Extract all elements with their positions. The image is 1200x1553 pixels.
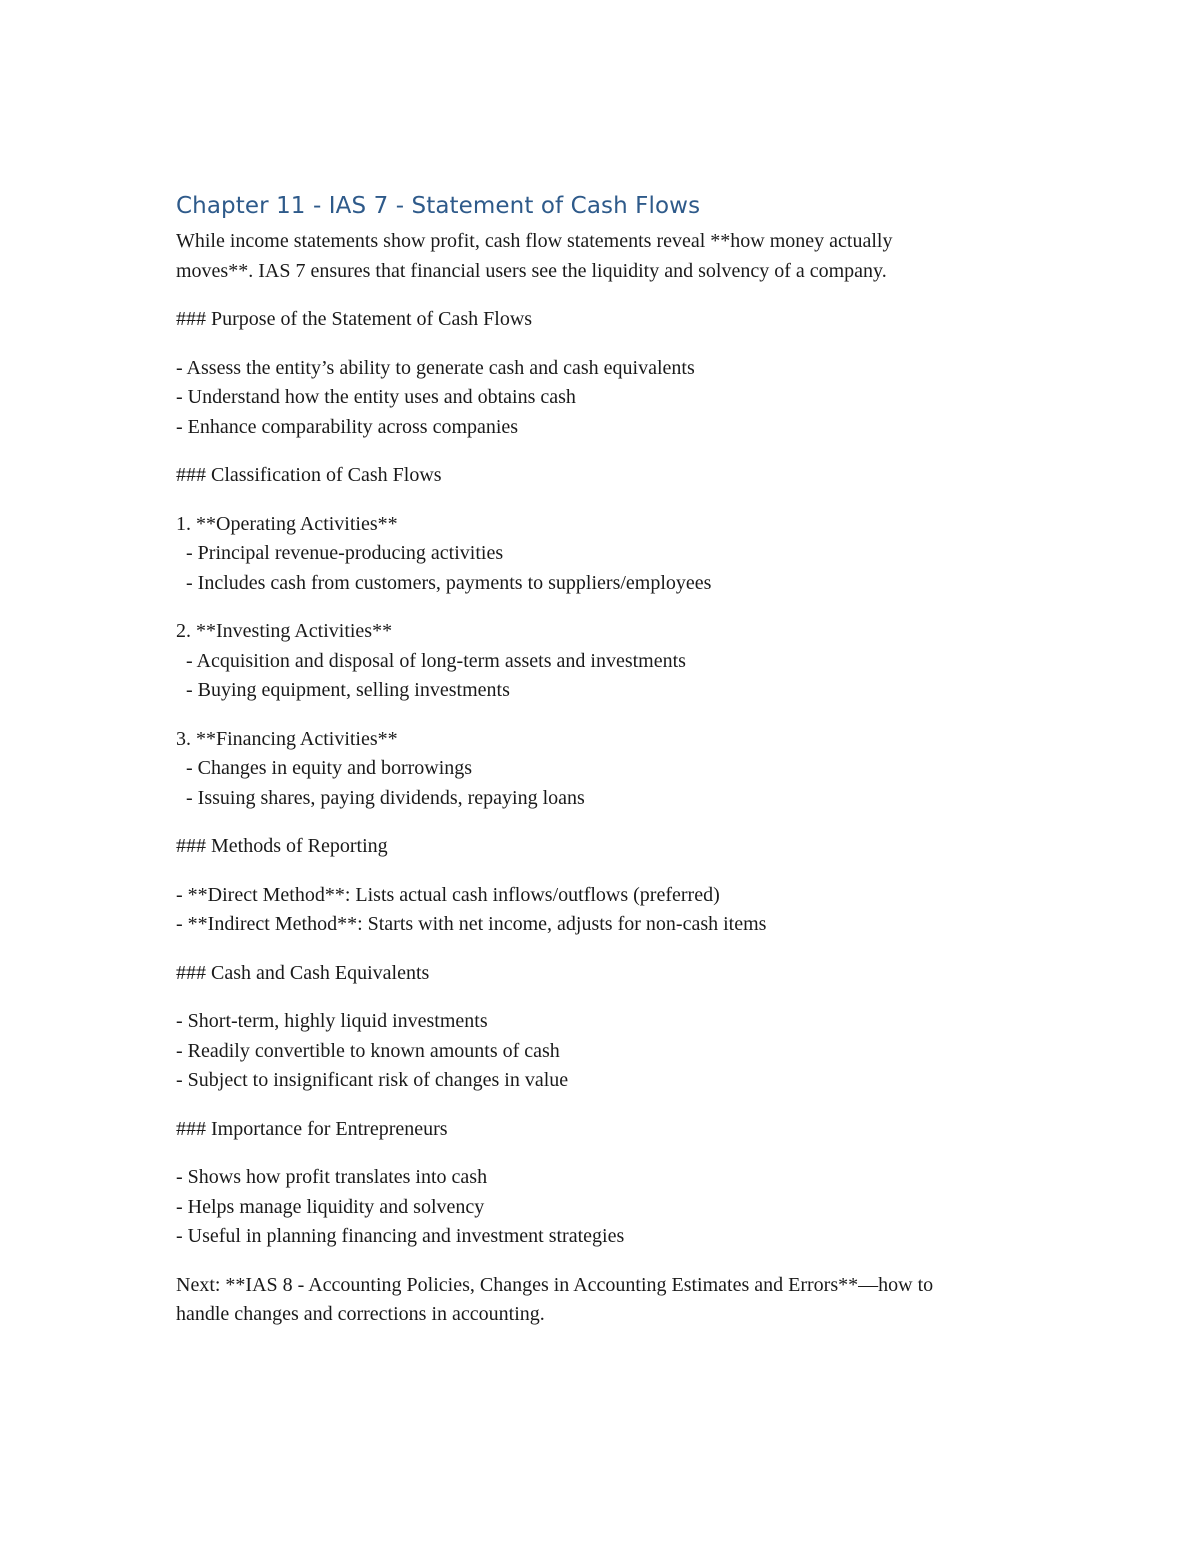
list-item: - Changes in equity and borrowings: [186, 757, 473, 779]
list-item: - Assess the entity’s ability to generate cash and cash equivalents: [176, 356, 695, 379]
section-heading: ### Methods of Reporting: [176, 835, 388, 857]
list-item: - Shows how profit translates into cash: [176, 1166, 488, 1188]
section-heading: ### Classification of Cash Flows: [176, 464, 442, 486]
list-item: - Understand how the entity uses and obtains cash: [176, 386, 576, 408]
intro-line: While income statements show profit, cash flow statements reveal **how money actually: [176, 230, 893, 252]
list-item: - Short-term, highly liquid investments: [176, 1010, 488, 1032]
section-heading: ### Cash and Cash Equivalents: [176, 961, 430, 984]
purpose-list: [176, 354, 1036, 443]
document-body: [176, 190, 1036, 1349]
list-item: - Enhance comparability across companies: [176, 415, 519, 438]
list-item-title: 3. **Financing Activities**: [176, 727, 398, 750]
list-item: - Issuing shares, paying dividends, repaying loans: [186, 786, 585, 809]
operating-activities-list: [176, 510, 1036, 599]
section-heading: ### Purpose of the Statement of Cash Flows: [176, 308, 533, 330]
next-line: handle changes and corrections in accounting.: [176, 1303, 545, 1325]
list-item: - **Direct Method**: Lists actual cash inflows/outflows (preferred): [176, 883, 720, 906]
investing-activities-list: [176, 617, 1036, 706]
classification-heading-block: [176, 461, 1036, 491]
list-item: - Subject to insignificant risk of changes in value: [176, 1069, 569, 1091]
cash-heading-block: [176, 959, 1036, 989]
cash-list: [176, 1007, 1036, 1096]
financing-activities-list: [176, 725, 1036, 814]
list-item: - Buying equipment, selling investments: [186, 679, 510, 701]
list-item: - Readily convertible to known amounts of cash: [176, 1039, 560, 1062]
section-heading: ### Importance for Entrepreneurs: [176, 1117, 448, 1140]
list-item: - Helps manage liquidity and solvency: [176, 1195, 485, 1218]
list-item: - Principal revenue-producing activities: [186, 542, 504, 564]
list-item: - **Indirect Method**: Starts with net income, adjusts for non-cash items: [176, 913, 767, 935]
list-item: - Useful in planning financing and investment strategies: [176, 1225, 625, 1247]
intro-line: moves**. IAS 7 ensures that financial users see the liquidity and solvency of a company.: [176, 259, 887, 282]
page-title: Chapter 11 - IAS 7 - Statement of Cash Flows: [176, 193, 701, 219]
importance-list: [176, 1163, 1036, 1252]
next-line: Next: **IAS 8 - Accounting Policies, Changes in Accounting Estimates and Errors**—how to: [176, 1273, 934, 1296]
methods-heading-block: [176, 832, 1036, 862]
importance-heading-block: [176, 1115, 1036, 1145]
list-item-title: 1. **Operating Activities**: [176, 512, 398, 535]
list-item: - Includes cash from customers, payments to suppliers/employees: [186, 571, 712, 594]
methods-list: [176, 881, 1036, 940]
purpose-heading-block: [176, 305, 1036, 335]
list-item: - Acquisition and disposal of long-term assets and investments: [186, 649, 686, 672]
list-item-title: 2. **Investing Activities**: [176, 620, 393, 642]
intro-paragraph: [176, 227, 1036, 286]
next-paragraph: [176, 1271, 1036, 1330]
